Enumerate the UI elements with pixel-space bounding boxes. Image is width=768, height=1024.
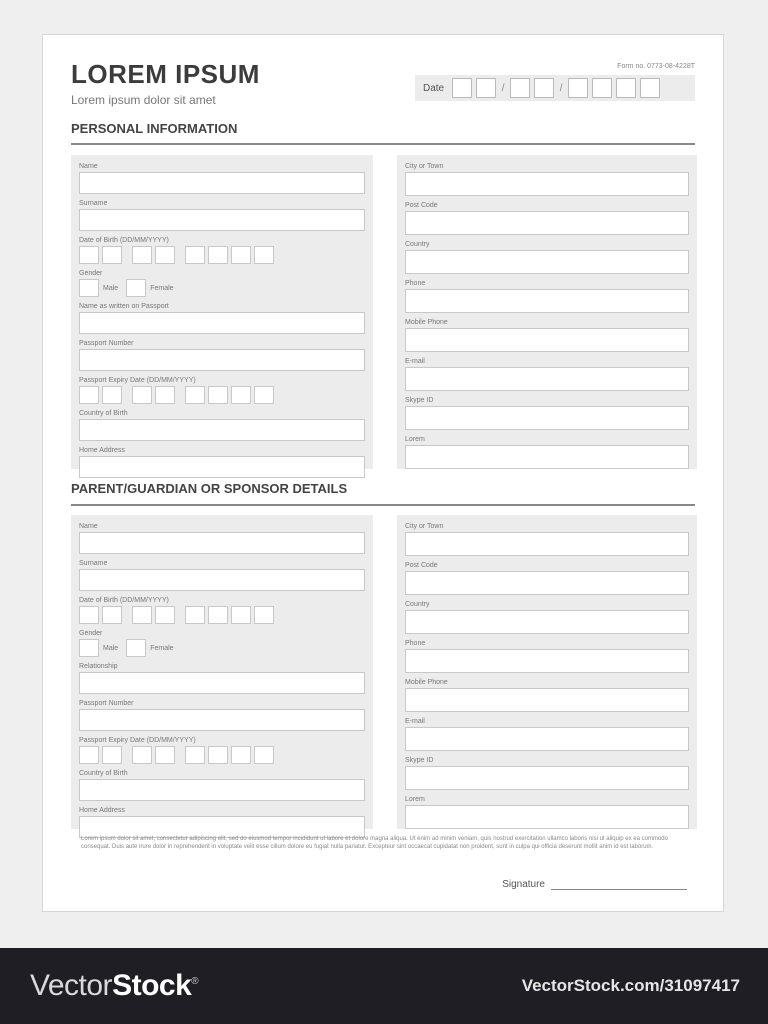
- field-label: Post Code: [405, 202, 438, 209]
- form-field: [79, 408, 365, 441]
- digit-box[interactable]: [208, 606, 228, 624]
- text-input[interactable]: [79, 456, 365, 478]
- field-label: Country: [405, 241, 430, 248]
- text-input[interactable]: [79, 709, 365, 731]
- date-boxes: [79, 746, 365, 764]
- digit-box[interactable]: [102, 606, 122, 624]
- digit-box[interactable]: [185, 746, 205, 764]
- digit-box[interactable]: [79, 746, 99, 764]
- digit-box[interactable]: [102, 246, 122, 264]
- gender-options: [79, 279, 365, 297]
- brand-registered-mark: ®: [191, 976, 199, 987]
- text-input[interactable]: [405, 649, 689, 673]
- digit-box[interactable]: [231, 386, 251, 404]
- digit-box[interactable]: [185, 386, 205, 404]
- field-label: Mobile Phone: [405, 679, 448, 686]
- text-input[interactable]: [405, 367, 689, 391]
- gender-checkbox[interactable]: [126, 279, 146, 297]
- form-field: [405, 521, 689, 556]
- box-gap: [125, 386, 129, 404]
- digit-box[interactable]: [254, 746, 274, 764]
- digit-box[interactable]: [254, 246, 274, 264]
- field-label: Date of Birth (DD/MM/YYYY): [79, 597, 169, 604]
- field-label: Mobile Phone: [405, 319, 448, 326]
- form-number: Form no. 0773-08-4228T: [617, 63, 695, 70]
- digit-box[interactable]: [231, 746, 251, 764]
- form-field: [79, 628, 365, 657]
- box-gap: [178, 246, 182, 264]
- field-label: Country: [405, 601, 430, 608]
- field-label: Passport Expiry Date (DD/MM/YYYY): [79, 737, 196, 744]
- text-input[interactable]: [405, 805, 689, 829]
- form-field: [79, 198, 365, 231]
- watermark-footer: [0, 948, 768, 1024]
- text-input[interactable]: [79, 172, 365, 194]
- sponsor-right-panel: [397, 515, 697, 829]
- date-boxes: [79, 246, 365, 264]
- field-label: Lorem: [405, 436, 425, 443]
- date-digit[interactable]: [534, 78, 554, 98]
- digit-box[interactable]: [79, 246, 99, 264]
- field-label: Skype ID: [405, 397, 434, 404]
- date-digit[interactable]: [616, 78, 636, 98]
- text-input[interactable]: [79, 312, 365, 334]
- field-label: Skype ID: [405, 757, 434, 764]
- text-input[interactable]: [405, 289, 689, 313]
- text-input[interactable]: [405, 571, 689, 595]
- gender-checkbox[interactable]: [79, 639, 99, 657]
- field-label: Name: [79, 163, 98, 170]
- text-input[interactable]: [405, 250, 689, 274]
- brand-logo: [30, 969, 198, 1003]
- field-label: Surname: [79, 200, 108, 207]
- field-label: Relationship: [79, 663, 118, 670]
- digit-box[interactable]: [231, 606, 251, 624]
- date-digit[interactable]: [592, 78, 612, 98]
- digit-box[interactable]: [155, 746, 175, 764]
- field-label: Phone: [405, 280, 426, 287]
- digit-box[interactable]: [132, 386, 152, 404]
- field-label: Passport Expiry Date (DD/MM/YYYY): [79, 377, 196, 384]
- form-field: [405, 239, 689, 274]
- digit-box[interactable]: [155, 246, 175, 264]
- field-label: Home Address: [79, 807, 125, 814]
- form-field: [79, 375, 365, 404]
- text-input[interactable]: [79, 779, 365, 801]
- date-field[interactable]: [415, 75, 695, 101]
- text-input[interactable]: [79, 672, 365, 694]
- form-field: [405, 317, 689, 352]
- form-field: [405, 560, 689, 595]
- signature-label: Signature: [502, 879, 545, 890]
- gender-option-label: Female: [150, 644, 174, 652]
- box-gap: [178, 386, 182, 404]
- field-label: Gender: [79, 270, 103, 277]
- field-label: Name: [79, 523, 98, 530]
- field-label: Passport Number: [79, 700, 134, 707]
- form-field: [79, 558, 365, 591]
- section-title-sponsor: PARENT/GUARDIAN OR SPONSOR DETAILS: [71, 481, 348, 496]
- section-title-personal: PERSONAL INFORMATION: [71, 121, 238, 136]
- field-label: Passport Number: [79, 340, 134, 347]
- sponsor-left-panel: [71, 515, 373, 829]
- digit-box[interactable]: [155, 606, 175, 624]
- text-input[interactable]: [79, 569, 365, 591]
- form-field: [405, 599, 689, 634]
- field-label: City or Town: [405, 523, 444, 530]
- form-field: [79, 235, 365, 264]
- field-label: Date of Birth (DD/MM/YYYY): [79, 237, 169, 244]
- form-field: [405, 434, 689, 469]
- gender-checkbox[interactable]: [79, 279, 99, 297]
- form-field: [79, 661, 365, 694]
- box-gap: [178, 746, 182, 764]
- text-input[interactable]: [79, 349, 365, 371]
- date-digit[interactable]: [510, 78, 530, 98]
- form-field: [79, 521, 365, 554]
- form-field: [79, 338, 365, 371]
- field-label: E-mail: [405, 358, 425, 365]
- form-sheet: [42, 34, 724, 912]
- digit-box[interactable]: [185, 606, 205, 624]
- section-divider: [71, 143, 695, 145]
- form-title: LOREM IPSUM: [71, 59, 260, 89]
- text-input[interactable]: [405, 328, 689, 352]
- text-input[interactable]: [405, 211, 689, 235]
- digit-box[interactable]: [79, 386, 99, 404]
- text-input[interactable]: [79, 419, 365, 441]
- box-gap: [125, 246, 129, 264]
- brand-light-text: Vector: [30, 969, 113, 1002]
- form-field: [79, 268, 365, 297]
- text-input[interactable]: [405, 406, 689, 430]
- gender-options: [79, 639, 365, 657]
- form-field: [79, 805, 365, 838]
- date-separator: /: [559, 82, 563, 94]
- form-field: [405, 677, 689, 712]
- field-label: E-mail: [405, 718, 425, 725]
- personal-left-panel: [71, 155, 373, 469]
- date-digit[interactable]: [640, 78, 660, 98]
- form-field: [79, 768, 365, 801]
- form-field: [79, 698, 365, 731]
- digit-box[interactable]: [132, 606, 152, 624]
- digit-box[interactable]: [208, 246, 228, 264]
- digit-box[interactable]: [102, 386, 122, 404]
- form-field: [405, 278, 689, 313]
- signature-block: [502, 879, 687, 890]
- gender-checkbox[interactable]: [126, 639, 146, 657]
- box-gap: [178, 606, 182, 624]
- field-label: Gender: [79, 630, 103, 637]
- form-field: [405, 638, 689, 673]
- text-input[interactable]: [405, 532, 689, 556]
- text-input[interactable]: [405, 172, 689, 196]
- gender-option-label: Female: [150, 284, 174, 292]
- source-url: VectorStock.com/31097417: [521, 976, 740, 995]
- form-field: [405, 794, 689, 829]
- form-subtitle: Lorem ipsum dolor sit amet: [71, 93, 216, 107]
- form-field: [79, 735, 365, 764]
- form-field: [79, 161, 365, 194]
- digit-box[interactable]: [132, 746, 152, 764]
- date-boxes: [79, 386, 365, 404]
- form-field: [405, 356, 689, 391]
- digit-box[interactable]: [79, 606, 99, 624]
- date-digit[interactable]: [476, 78, 496, 98]
- field-label: Post Code: [405, 562, 438, 569]
- digit-box[interactable]: [155, 386, 175, 404]
- date-boxes: [79, 606, 365, 624]
- date-label: Date: [423, 82, 445, 94]
- date-digit[interactable]: [568, 78, 588, 98]
- box-gap: [125, 746, 129, 764]
- form-field: [405, 200, 689, 235]
- text-input[interactable]: [405, 445, 689, 469]
- digit-box[interactable]: [231, 246, 251, 264]
- field-label: Lorem: [405, 796, 425, 803]
- digit-box[interactable]: [254, 606, 274, 624]
- text-input[interactable]: [79, 532, 365, 554]
- digit-box[interactable]: [132, 246, 152, 264]
- field-label: Country of Birth: [79, 410, 128, 417]
- digit-box[interactable]: [208, 746, 228, 764]
- form-field: [79, 595, 365, 624]
- digit-box[interactable]: [102, 746, 122, 764]
- fine-print: Lorem ipsum dolor sit amet, consectetur adipiscing elit, sed do eiusmod tempor incididunt ut labore et dolore magna aliqua. Ut enim ad minim veniam, quis nostrud exercitation ullamco laboris nisi ut aliquip ex ea commodo consequat. Duis aute irure dolor in reprehenderit in voluptate velit esse cillum dolore eu fugiat nulla pariatur. Excepteur sint occaecat cupidatat non proident, sunt in culpa qui officia deserunt mollit anim id est laborum.: [81, 836, 668, 850]
- field-label: Phone: [405, 640, 426, 647]
- gender-option-label: Male: [103, 644, 119, 652]
- form-field: [79, 301, 365, 334]
- field-label: Name as written on Passport: [79, 303, 169, 310]
- text-input[interactable]: [405, 688, 689, 712]
- text-input[interactable]: [405, 610, 689, 634]
- date-separator: /: [501, 82, 505, 94]
- form-field: [405, 395, 689, 430]
- section-divider: [71, 504, 695, 506]
- digit-box[interactable]: [254, 386, 274, 404]
- text-input[interactable]: [79, 209, 365, 231]
- digit-box[interactable]: [208, 386, 228, 404]
- text-input[interactable]: [405, 727, 689, 751]
- form-field: [405, 161, 689, 196]
- box-gap: [125, 606, 129, 624]
- form-field: [405, 716, 689, 751]
- field-label: Home Address: [79, 447, 125, 454]
- signature-line[interactable]: [551, 879, 687, 890]
- form-field: [79, 445, 365, 478]
- gender-option-label: Male: [103, 284, 119, 292]
- digit-box[interactable]: [185, 246, 205, 264]
- brand-bold-text: Stock: [112, 969, 192, 1002]
- form-field: [405, 755, 689, 790]
- text-input[interactable]: [405, 766, 689, 790]
- personal-right-panel: [397, 155, 697, 469]
- field-label: Country of Birth: [79, 770, 128, 777]
- field-label: Surname: [79, 560, 108, 567]
- field-label: City or Town: [405, 163, 444, 170]
- date-digit[interactable]: [452, 78, 472, 98]
